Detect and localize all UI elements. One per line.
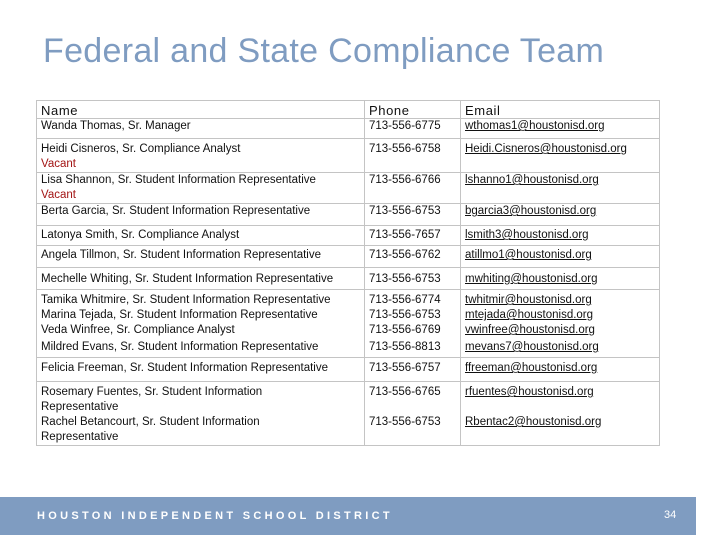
name-cell (37, 119, 365, 139)
table-row (37, 173, 660, 204)
member-phone: 713-556-6753 (369, 205, 441, 217)
member-phone: 713-556-6774 (369, 294, 441, 306)
member-email-link[interactable]: twhitmir@houstonisd.org (465, 294, 592, 306)
member-phone: 713-556-6769 (369, 324, 441, 336)
member-email-link[interactable]: ffreeman@houstonisd.org (465, 362, 598, 374)
member-phone: 713-556-6753 (369, 416, 441, 428)
member-name: Rosemary Fuentes, Sr. Student Information (41, 386, 263, 398)
email-cell (461, 139, 660, 173)
member-phone: 713-556-6765 (369, 386, 441, 398)
table-row (37, 226, 660, 246)
email-cell (461, 119, 660, 139)
team-table (36, 100, 660, 446)
header-name: Name (37, 101, 365, 119)
member-email-link[interactable]: wthomas1@houstonisd.org (465, 120, 605, 132)
member-email-link[interactable]: Rbentac2@houstonisd.org (465, 416, 602, 428)
table-row (37, 119, 660, 139)
table-row (37, 268, 660, 290)
member-phone: 713-556-7657 (369, 229, 441, 241)
member-title-continued: Representative (41, 401, 119, 413)
phone-cell (365, 382, 461, 446)
phone-cell (365, 119, 461, 139)
member-name: Berta Garcia, Sr. Student Information Representative (41, 205, 311, 217)
table-row (37, 358, 660, 382)
member-phone: 713-556-6757 (369, 362, 441, 374)
name-cell (37, 290, 365, 358)
email-cell (461, 382, 660, 446)
phone-cell (365, 358, 461, 382)
member-name: Mildred Evans, Sr. Student Information Representative (41, 341, 319, 353)
email-cell (461, 358, 660, 382)
member-phone: 713-556-8813 (369, 341, 441, 353)
member-email-link[interactable]: lshanno1@houstonisd.org (465, 174, 599, 186)
phone-cell (365, 226, 461, 246)
member-email-link[interactable]: bgarcia3@houstonisd.org (465, 205, 597, 217)
table-row (37, 204, 660, 226)
member-name: Mechelle Whiting, Sr. Student Information Representative (41, 273, 334, 285)
name-cell (37, 358, 365, 382)
phone-cell (365, 173, 461, 204)
phone-cell (365, 246, 461, 268)
member-name: Wanda Thomas, Sr. Manager (41, 120, 191, 132)
vacant-label: Vacant (41, 158, 76, 170)
header-phone: Phone (365, 101, 461, 119)
name-cell (37, 246, 365, 268)
member-name: Angela Tillmon, Sr. Student Information Representative (41, 249, 321, 261)
member-email-link[interactable]: Heidi.Cisneros@houstonisd.org (465, 143, 627, 155)
member-email-link[interactable]: vwinfree@houstonisd.org (465, 324, 595, 336)
member-email-link[interactable]: mwhiting@houstonisd.org (465, 273, 598, 285)
email-cell (461, 246, 660, 268)
table-row (37, 290, 660, 358)
member-phone: 713-556-6762 (369, 249, 441, 261)
phone-cell (365, 268, 461, 290)
name-cell (37, 268, 365, 290)
member-phone: 713-556-6775 (369, 120, 441, 132)
member-name: Marina Tejada, Sr. Student Information Representative (41, 309, 318, 321)
member-email-link[interactable]: mevans7@houstonisd.org (465, 341, 599, 353)
member-phone: 713-556-6753 (369, 273, 441, 285)
member-name: Rachel Betancourt, Sr. Student Information (41, 416, 260, 428)
name-cell (37, 173, 365, 204)
name-cell (37, 204, 365, 226)
member-name: Veda Winfree, Sr. Compliance Analyst (41, 324, 235, 336)
email-cell (461, 290, 660, 358)
vacant-label: Vacant (41, 189, 76, 201)
phone-cell (365, 139, 461, 173)
member-phone: 713-556-6766 (369, 174, 441, 186)
page-title: Federal and State Compliance Team (43, 32, 605, 70)
name-cell (37, 139, 365, 173)
member-name: Tamika Whitmire, Sr. Student Information Representative (41, 294, 331, 306)
member-name: Latonya Smith, Sr. Compliance Analyst (41, 229, 240, 241)
phone-cell (365, 204, 461, 226)
table-row (37, 382, 660, 446)
header-email: Email (461, 101, 660, 119)
member-name: Felicia Freeman, Sr. Student Information Representative (41, 362, 329, 374)
member-phone: 713-556-6758 (369, 143, 441, 155)
name-cell (37, 382, 365, 446)
member-phone: 713-556-6753 (369, 309, 441, 321)
page-number: 34 (664, 509, 677, 521)
email-cell (461, 204, 660, 226)
email-cell (461, 173, 660, 204)
district-name: HOUSTON INDEPENDENT SCHOOL DISTRICT (37, 510, 393, 522)
table-row (37, 139, 660, 173)
name-cell (37, 226, 365, 246)
table-row (37, 246, 660, 268)
member-email-link[interactable]: atillmo1@houstonisd.org (465, 249, 592, 261)
member-title-continued: Representative (41, 431, 119, 443)
member-name: Lisa Shannon, Sr. Student Information Representative (41, 174, 316, 186)
email-cell (461, 226, 660, 246)
member-name: Heidi Cisneros, Sr. Compliance Analyst (41, 143, 241, 155)
email-cell (461, 268, 660, 290)
phone-cell (365, 290, 461, 358)
footer-bar (0, 497, 696, 535)
table-header-row (37, 101, 660, 119)
member-email-link[interactable]: lsmith3@houstonisd.org (465, 229, 589, 241)
member-email-link[interactable]: mtejada@houstonisd.org (465, 309, 594, 321)
member-email-link[interactable]: rfuentes@houstonisd.org (465, 386, 594, 398)
